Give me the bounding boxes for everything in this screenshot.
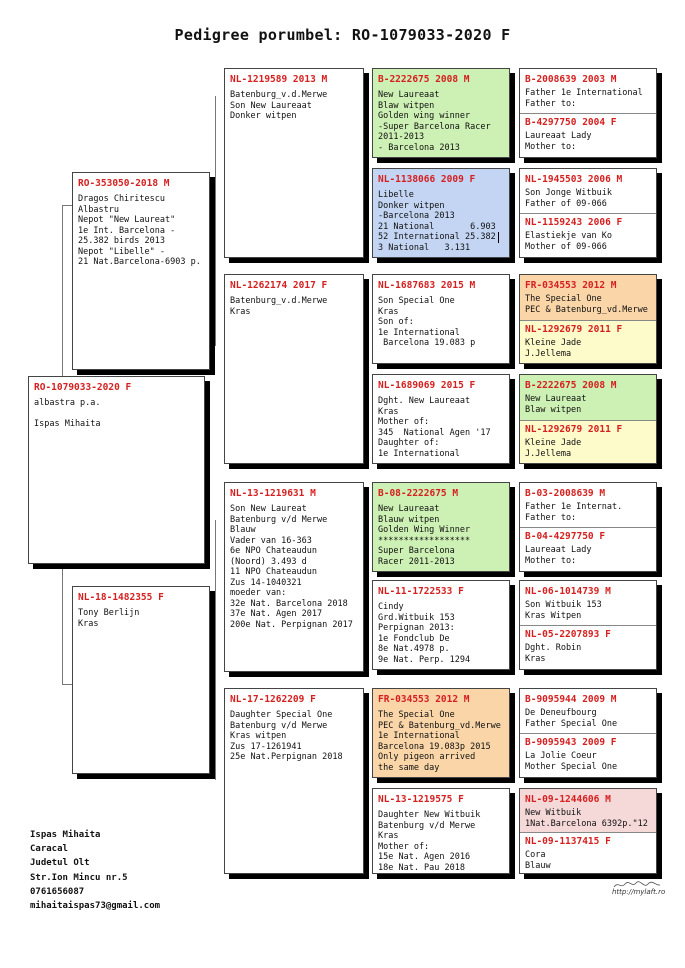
ring-number: FR-034553 2012 M bbox=[525, 280, 617, 291]
pigeon-details: La Jolie Coeur Mother Special One bbox=[525, 751, 618, 772]
connector-line bbox=[210, 212, 216, 213]
pigeon-details: Son Witbuik 153 Kras Witpen bbox=[525, 600, 602, 621]
connector-line bbox=[215, 520, 216, 780]
pigeon-card-gen3 bbox=[372, 374, 510, 464]
ring-number: NL-1689069 2015 F bbox=[378, 380, 476, 391]
ring-number: B-04-4297750 F bbox=[525, 531, 606, 542]
ring-number: NL-11-1722533 F bbox=[378, 586, 464, 597]
connector-line bbox=[365, 730, 366, 850]
pigeon-details: Laureaat Lady Mother to: bbox=[525, 545, 592, 566]
pigeon-details: Batenburg_v.d.Merwe Kras bbox=[230, 296, 328, 317]
pigeon-card-subject bbox=[28, 376, 205, 564]
ring-number: NL-1138066 2009 F bbox=[378, 174, 476, 185]
pigeon-card-grandsire-paternal bbox=[224, 68, 364, 258]
pigeon-details: Father 1e Internat. Father to: bbox=[525, 502, 623, 523]
ring-number: B-2222675 2008 M bbox=[525, 380, 617, 391]
ring-number: B-2008639 2003 M bbox=[525, 74, 617, 85]
ring-number: NL-1945503 2006 M bbox=[525, 174, 623, 185]
pigeon-details: Son Jonge Witbuik Father of 09-066 bbox=[525, 188, 612, 209]
pigeon-details: De Deneufbourg Father Special One bbox=[525, 708, 618, 729]
page-title: Pedigree porumbel: RO-1079033-2020 F bbox=[174, 26, 511, 44]
pigeon-details: Dght. New Laureaat Kras Mother of: 345 National Agen '17 Daughter of: 1e International bbox=[378, 396, 491, 459]
ring-number: NL-17-1262209 F bbox=[230, 694, 316, 705]
ring-number: NL-13-1219631 M bbox=[230, 488, 316, 499]
pigeon-card-gen4 bbox=[519, 374, 657, 464]
text-cursor bbox=[498, 232, 499, 243]
ring-number: NL-18-1482355 F bbox=[78, 592, 164, 603]
pigeon-details: Daughter New Witbuik Batenburg v/d Merwe Kras Mother of: 15e Nat. Agen 2016 18e Nat. Pau 2018 bbox=[378, 810, 481, 873]
ring-number: NL-1159243 2006 F bbox=[525, 217, 623, 228]
pigeon-details: Dragos Chiritescu Albastru Nepot "New Laureat" 1e Int. Barcelona - 25.382 birds 2013 Nepot "Libelle" - 21 Nat.Barcelona-6903 p. bbox=[78, 194, 201, 267]
pigeon-card-gen4 bbox=[519, 482, 657, 572]
pigeon-card-gen4 bbox=[519, 688, 657, 778]
ring-number: NL-1292679 2011 F bbox=[525, 424, 623, 435]
connector-line bbox=[365, 312, 366, 432]
pigeon-details: albastra p.a. Ispas Mihaita bbox=[34, 398, 101, 429]
ring-number: RO-353050-2018 M bbox=[78, 178, 170, 189]
pigeon-details: Kleine Jade J.Jellema bbox=[525, 338, 582, 359]
ring-number: B-9095943 2009 F bbox=[525, 737, 617, 748]
pigeon-details: Libelle Donker witpen -Barcelona 2013 21 National 6.903 52 International 25.382 3 National 3.131 bbox=[378, 190, 496, 253]
pigeon-details: Son Special One Kras Son of: 1e International Barcelona 19.083 p bbox=[378, 296, 476, 348]
pigeon-card-gen4 bbox=[519, 168, 657, 258]
pigeon-details: Cora Blauw bbox=[525, 850, 551, 871]
pigeon-card-gen3 bbox=[372, 688, 510, 778]
pigeon-details: Batenburg_v.d.Merwe Son New Laureaat Donker witpen bbox=[230, 90, 328, 121]
pigeon-details: Son New Laureat Batenburg v/d Merwe Blauw Vader van 16-363 6e NPO Chateaudun (Noord) 3.493 d 11 NPO Chateaudun Zus 14-1040321 moeder van: 32e Nat. Barcelona 2018 37e Nat. Agen 2017 200e Nat. Perpignan 2017 bbox=[230, 504, 353, 630]
ring-number: B-03-2008639 M bbox=[525, 488, 606, 499]
ring-number: RO-1079033-2020 F bbox=[34, 382, 132, 393]
pigeon-details: Daughter Special One Batenburg v/d Merwe Kras witpen Zus 17-1261941 25e Nat.Perpignan 2018 bbox=[230, 710, 343, 762]
pigeon-card-gen3 bbox=[372, 168, 510, 258]
ring-number: NL-1219589 2013 M bbox=[230, 74, 328, 85]
pigeon-details: New Laureaat Blaw witpen Golden wing winner -Super Barcelona Racer 2011-2013 - Barcelona 2013 bbox=[378, 90, 491, 153]
ring-number: NL-13-1219575 F bbox=[378, 794, 464, 805]
ring-number: NL-09-1244606 M bbox=[525, 794, 611, 805]
pigeon-details: New Laureaat Blaw witpen bbox=[525, 394, 587, 415]
ring-number: NL-1687683 2015 M bbox=[378, 280, 476, 291]
pigeon-card-gen4 bbox=[519, 274, 657, 364]
connector-line bbox=[62, 205, 72, 206]
signature-url: http://mylaft.ro bbox=[612, 888, 666, 896]
pigeon-details: Tony Berlijn Kras bbox=[78, 608, 140, 629]
pigeon-card-gen4 bbox=[519, 580, 657, 670]
ring-number: B-2222675 2008 M bbox=[378, 74, 470, 85]
ring-number: NL-1262174 2017 F bbox=[230, 280, 328, 291]
ring-number: NL-06-1014739 M bbox=[525, 586, 611, 597]
ring-number: B-4297750 2004 F bbox=[525, 117, 617, 128]
pigeon-details: Kleine Jade J.Jellema bbox=[525, 438, 582, 459]
pigeon-card-gen3 bbox=[372, 788, 510, 874]
pigeon-details: Father 1e International Father to: bbox=[525, 88, 643, 109]
pigeon-card-granddam-paternal bbox=[224, 274, 364, 464]
connector-line bbox=[215, 96, 216, 346]
connector-line bbox=[210, 688, 216, 689]
pigeon-card-gen4 bbox=[519, 788, 657, 874]
pigeon-card-sire bbox=[72, 172, 210, 370]
pigeon-card-gen3 bbox=[372, 274, 510, 364]
ring-number: FR-034553 2012 M bbox=[378, 694, 470, 705]
pigeon-details: New Laureaat Blauw witpen Golden Wing Winner ****************** Super Barcelona Racer 2011-2013 bbox=[378, 504, 471, 567]
pigeon-details: Laureaat Lady Mother to: bbox=[525, 131, 592, 152]
ring-number: NL-1292679 2011 F bbox=[525, 324, 623, 335]
pigeon-card-grandsire-maternal bbox=[224, 482, 364, 672]
ring-number: NL-05-2207893 F bbox=[525, 629, 611, 640]
pigeon-card-gen3 bbox=[372, 68, 510, 158]
pigeon-details: New Witbuik 1Nat.Barcelona 6392p."12 bbox=[525, 808, 648, 829]
pigeon-details: Elastiekje van Ko Mother of 09-066 bbox=[525, 231, 612, 252]
connector-line bbox=[365, 520, 366, 630]
pigeon-details: The Special One PEC & Batenburg_vd.Merwe bbox=[525, 294, 648, 315]
ring-number: B-9095944 2009 M bbox=[525, 694, 617, 705]
pigeon-details: Cindy Grd.Witbuik 153 Perpignan 2013: 1e Fondclub De 8e Nat.4978 p. 9e Nat. Perp. 1294 bbox=[378, 602, 471, 665]
connector-line bbox=[365, 110, 366, 220]
pigeon-card-granddam-maternal bbox=[224, 688, 364, 874]
connector-line bbox=[62, 684, 72, 685]
pigeon-card-gen3 bbox=[372, 580, 510, 670]
pigeon-details: The Special One PEC & Batenburg_vd.Merwe 1e International Barcelona 19.083p 2015 Only pigeon arrived the same day bbox=[378, 710, 501, 773]
pigeon-card-dam bbox=[72, 586, 210, 774]
ring-number: NL-09-1137415 F bbox=[525, 836, 611, 847]
ring-number: B-08-2222675 M bbox=[378, 488, 459, 499]
pigeon-card-gen3 bbox=[372, 482, 510, 572]
pigeon-card-gen4 bbox=[519, 68, 657, 158]
owner-contact: Ispas Mihaita Caracal Judetul Olt Str.Ion Mincu nr.5 0761656087 mihaitaispas73@gmail.com bbox=[30, 830, 161, 912]
pigeon-details: Dght. Robin Kras bbox=[525, 643, 582, 664]
